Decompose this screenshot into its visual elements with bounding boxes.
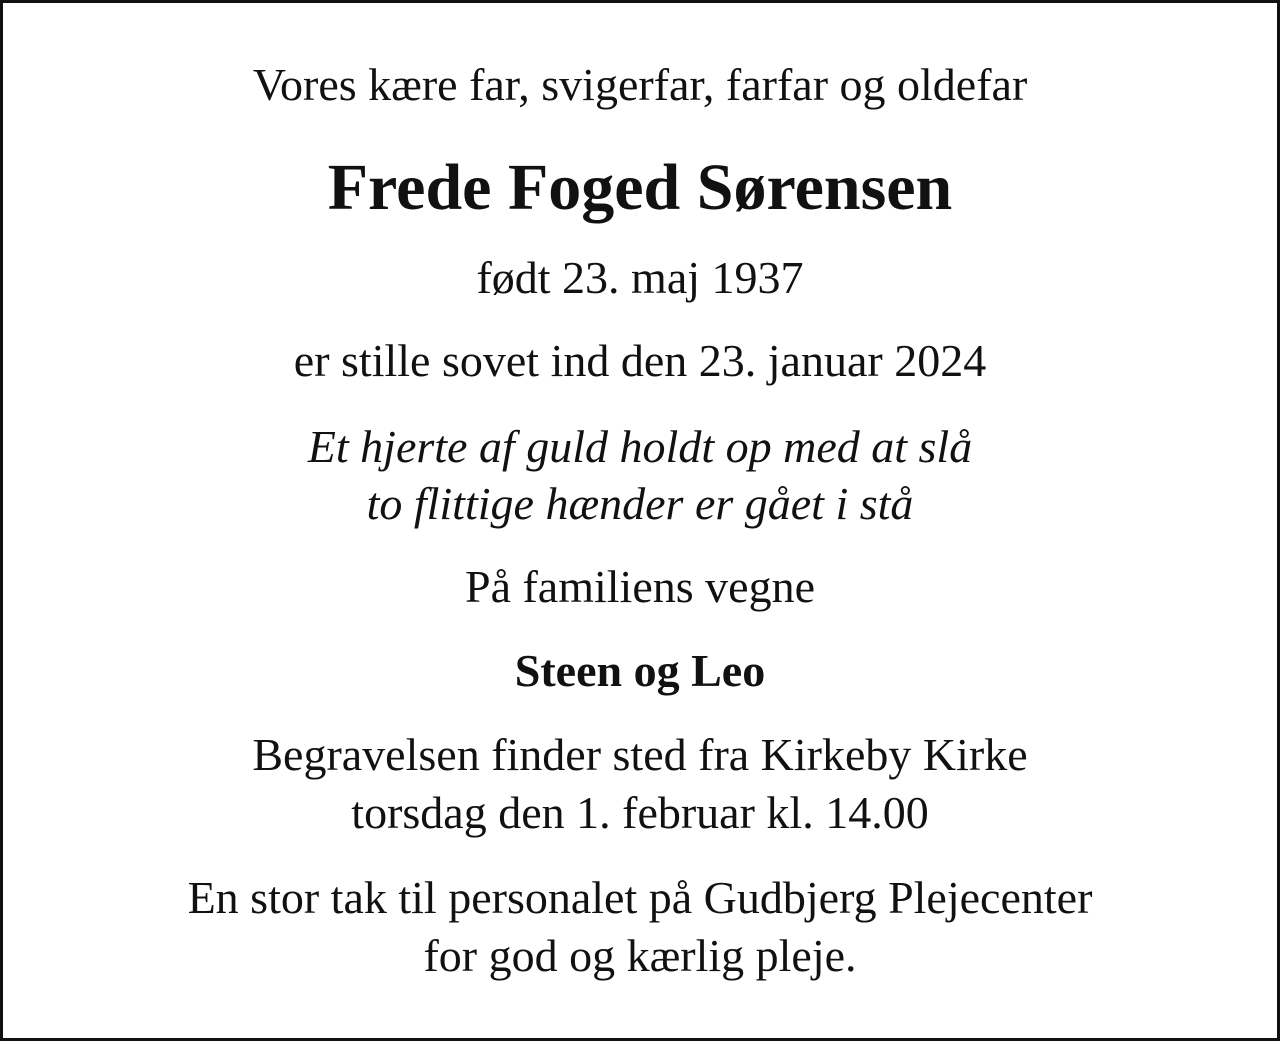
funeral-line-1: Begravelsen finder sted fra Kirkeby Kirke [252,729,1028,780]
verse-line-1: Et hjerte af guld holdt op med at slå [307,421,973,472]
signers: Steen og Leo [514,645,766,696]
on-behalf-text: På familiens vegne [464,561,815,612]
deceased-name: Frede Foged Sørensen [327,151,953,224]
birth-date: født 23. maj 1937 [476,252,804,303]
intro-text: Vores kære far, svigerfar, farfar og oldefar [252,59,1028,110]
funeral-details [3,726,1277,842]
verse-line-2: to flittige hænder er gået i stå [366,478,914,529]
funeral-line-2: torsdag den 1. februar kl. 14.00 [351,787,929,838]
death-date: er stille sovet ind den 23. januar 2024 [293,335,987,386]
thanks-line-2: for god og kærlig pleje. [423,930,857,981]
thanks-message [3,869,1277,985]
thanks-line-1: En stor tak til personalet på Gudbjerg Plejecenter [187,872,1093,923]
memorial-verse [3,418,1277,532]
